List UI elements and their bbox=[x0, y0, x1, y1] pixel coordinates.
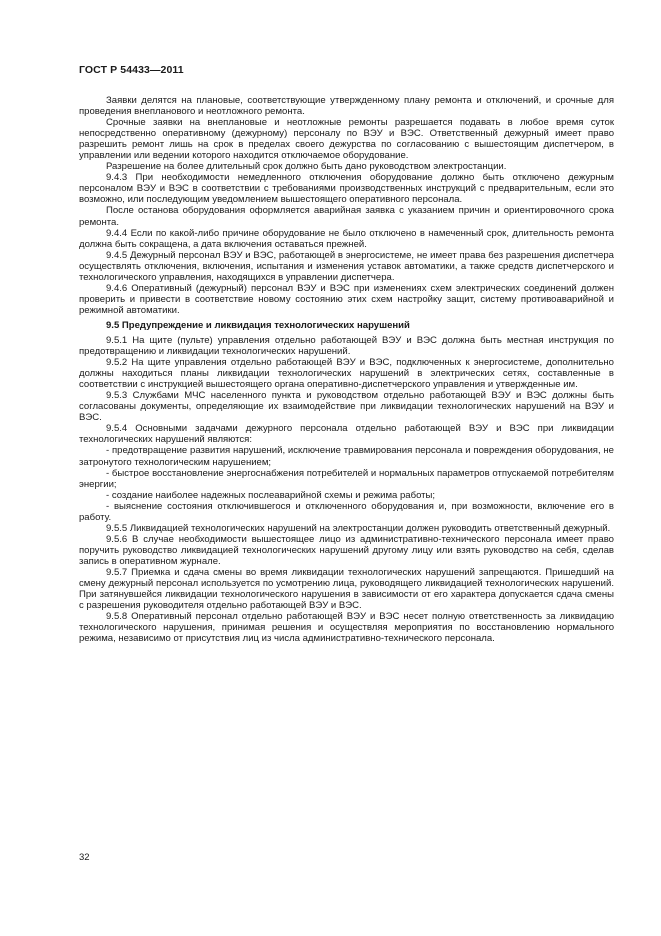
section-heading: 9.5 Предупреждение и ликвидация технологических нарушений bbox=[106, 319, 410, 331]
paragraph: 9.5.6 В случае необходимости вышестоящее лицо из административно-технического персонала имеет право поручить руководство ликвидацией технологических нарушений другому лицу или взять руководство на себя, сделав запись в оперативном журнале. bbox=[79, 533, 614, 567]
paragraph: Срочные заявки на внеплановые и неотложные ремонты разрешается подавать в любое время суток непосредственно оперативному (дежурному) персоналу по ВЭУ и ВЭС. Ответственный дежурный имеет право разрешить ремонт лишь на срок в пределах своего дежурства по согласованию с вышестоящим диспетчером, в управлении или ведении которого находится отключаемое оборудование. bbox=[79, 117, 614, 162]
paragraph: - предотвращение развития нарушений, исключение травмирования персонала и повреждения оборудования, не затронутого технологическим нарушением; bbox=[79, 445, 614, 468]
paragraph: 9.5.1 На щите (пульте) управления отдельно работающей ВЭУ и ВЭС должна быть местная инструкция по предотвращению и ликвидации технологических нарушений. bbox=[79, 334, 614, 358]
paragraph: 9.5.3 Службами МЧС населенного пункта и руководством отдельно работающей ВЭУ и ВЭС должны быть согласованы документы, определяющие их взаимодействие при ликвидации технологических нарушений на ВЭУ и ВЭС. bbox=[79, 390, 614, 424]
paragraph: 9.5.2 На щите управления отдельно работающей ВЭУ и ВЭС, подключенных к энергосистеме, дополнительно должны находиться планы ликвидации технологических нарушений в электрических сетях, составленные в соответствии с инструкцией вышестоящего органа оперативно-диспетчерского управления и утвержденные им. bbox=[79, 357, 614, 391]
paragraph: 9.4.4 Если по какой-либо причине оборудование не было отключено в намеченный срок, длительность ремонта должна быть сокращена, а дата включения оставаться прежней. bbox=[79, 227, 614, 250]
page-number: 32 bbox=[79, 852, 90, 863]
paragraph: - быстрое восстановление энергоснабжения потребителей и нормальных параметров отпускаемой потребителям энергии; bbox=[79, 467, 614, 490]
paragraph: После останова оборудования оформляется аварийная заявка с указанием причин и ориентировочного срока ремонта. bbox=[79, 205, 614, 228]
paragraph: 9.5.8 Оперативный персонал отдельно работающей ВЭУ и ВЭС несет полную ответственность за ликвидацию технологического нарушения, принимая решения и осуществляя мероприятия по восстановлению нормального режима, независимо от присутствия лиц из числа административно-технического персонала. bbox=[79, 611, 614, 645]
paragraph: 9.5.4 Основными задачами дежурного персонала отдельно работающей ВЭУ и ВЭС при ликвидации технологических нарушений являются: bbox=[79, 423, 614, 446]
paragraph: 9.4.3 При необходимости немедленного отключения оборудование должно быть отключено дежурным персоналом ВЭУ и ВЭС в соответствии с требованиями производственных инструкций с предварительным, если это возможно, или последующим уведомлением вышестоящего оперативного персонала. bbox=[79, 172, 614, 206]
paragraph: 9.5.5 Ликвидацией технологических нарушений на электростанции должен руководить ответственный дежурный. bbox=[106, 522, 611, 534]
paragraph: - выяснение состояния отключившегося и отключенного оборудования и, при возможности, включение его в работу. bbox=[79, 500, 614, 523]
document-header: ГОСТ Р 54433—2011 bbox=[79, 64, 184, 76]
document-body bbox=[79, 95, 614, 644]
paragraph: Заявки делятся на плановые, соответствующие утвержденному плану ремонта и отключений, и срочные для проведения внепланового и неотложного ремонта. bbox=[79, 95, 614, 118]
paragraph: Разрешение на более длительный срок должно быть дано руководством электростанции. bbox=[106, 161, 507, 173]
paragraph: - создание наиболее надежных послеаварийной схемы и режима работы; bbox=[106, 489, 436, 501]
paragraph: 9.4.5 Дежурный персонал ВЭУ и ВЭС, работающей в энергосистеме, не имеет права без разрешения диспетчера осуществлять отключения, включения, испытания и изменения уставок автоматики, а также средств диспетчерского и технологического управления, находящихся в управлении диспетчера. bbox=[79, 249, 614, 283]
paragraph: 9.4.6 Оперативный (дежурный) персонал ВЭУ и ВЭС при изменениях схем электрических соединений должен проверить и привести в соответствие новому состоянию этих схем настройку защит, систему противоаварийной и режимной автоматики. bbox=[79, 282, 614, 316]
paragraph: 9.5.7 Приемка и сдача смены во время ликвидации технологических нарушений запрещаются. Пришедший на смену дежурный персонал используется по усмотрению лица, руководящего ликвидацией технологических нарушений. При затянувшейся ликвидации технологического нарушения в зависимости от его характера допускается сдача смены с разрешения руководителя отдельно работающей ВЭУ и ВЭС. bbox=[79, 566, 614, 612]
